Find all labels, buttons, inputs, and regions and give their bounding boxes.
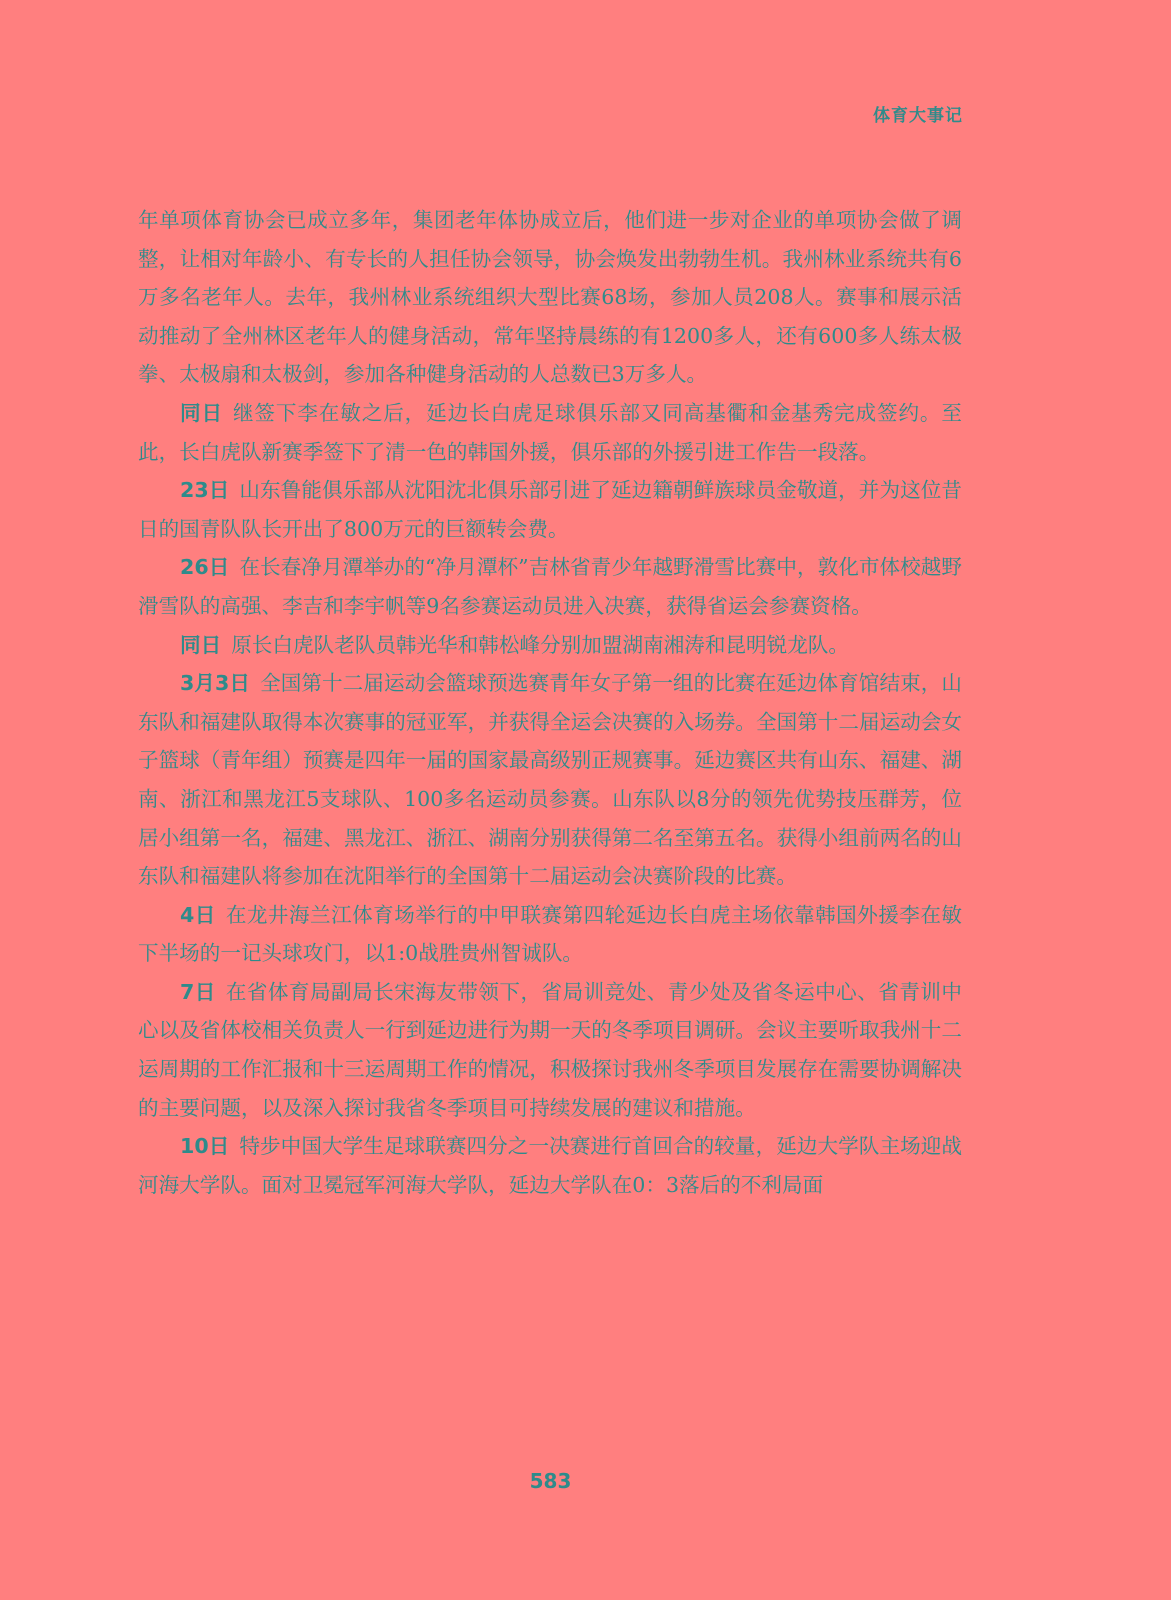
entry-date: 4日	[180, 902, 216, 927]
paragraph-text: 原长白虎队老队员韩光华和韩松峰分别加盟湖南湘涛和昆明锐龙队。	[231, 632, 849, 657]
paragraph-text: 继签下李在敏之后，延边长白虎足球俱乐部又同高基衢和金基秀完成签约。至此，长白虎队新赛季签下了清一色的韩国外援，俱乐部的外援引进工作告一段落。	[138, 400, 962, 464]
paragraph-text: 在龙井海兰江体育场举行的中甲联赛第四轮延边长白虎主场依靠韩国外援李在敏下半场的一记头球攻门，以1:0战胜贵州智诚队。	[138, 902, 962, 966]
paragraph-entry	[138, 973, 962, 1127]
paragraph-entry	[138, 394, 962, 471]
entry-date: 同日	[180, 632, 222, 657]
page-number: 583	[529, 1469, 572, 1493]
paragraph-entry	[138, 664, 962, 896]
paragraph-text: 在长春净月潭举办的“净月潭杯”吉林省青少年越野滑雪比赛中，敦化市体校越野滑雪队的高强、李吉和李宇帆等9名参赛运动员进入决赛，获得省运会参赛资格。	[138, 555, 962, 618]
paragraph-continuation	[138, 201, 962, 394]
paragraph-text: 全国第十二届运动会篮球预选赛青年女子第一组的比赛在延边体育馆结束，山东队和福建队取得本次赛事的冠亚军，并获得全运会决赛的入场券。全国第十二届运动会女子篮球（青年组）预赛是四年一届的国家最高级别正规赛事。延边赛区共有山东、福建、湖南、浙江和黑龙江5支球队、100多名运动员参赛。山东队以8分的领先优势技压群芳，位居小组第一名，福建、黑龙江、浙江、湖南分别获得第二名至第五名。获得小组前两名的山东队和福建队将参加在沈阳举行的全国第十二届运动会决赛阶段的比赛。	[138, 671, 962, 889]
entry-date: 3月3日	[180, 671, 251, 696]
paragraph-entry	[138, 896, 962, 973]
paragraph-entry	[138, 626, 962, 665]
paragraph-entry	[138, 548, 962, 625]
entry-date: 同日	[180, 400, 223, 425]
body-text	[138, 201, 962, 1204]
entry-date: 7日	[180, 979, 216, 1004]
running-header: 体育大事记	[873, 106, 963, 126]
paragraph-entry	[138, 471, 962, 548]
paragraph-text: 在省体育局副局长宋海友带领下，省局训竞处、青少处及省冬运中心、省青训中心以及省体校相关负责人一行到延边进行为期一天的冬季项目调研。会议主要听取我州十二运周期的工作汇报和十三运周期工作的情况，积极探讨我州冬季项目发展存在需要协调解决的主要问题，以及深入探讨我省冬季项目可持续发展的建议和措施。	[138, 979, 962, 1120]
entry-date: 26日	[180, 555, 230, 580]
paragraph-entry	[138, 1127, 962, 1204]
entry-date: 23日	[180, 478, 230, 503]
entry-date: 10日	[180, 1134, 230, 1159]
paragraph-text: 山东鲁能俱乐部从沈阳沈北俱乐部引进了延边籍朝鲜族球员金敬道，并为这位昔日的国青队队长开出了800万元的巨额转会费。	[138, 478, 962, 541]
paragraph-text: 年单项体育协会已成立多年，集团老年体协成立后，他们进一步对企业的单项协会做了调整，让相对年龄小、有专长的人担任协会领导，协会焕发出勃勃生机。我州林业系统共有6万多名老年人。去年，我州林业系统组织大型比赛68场，参加人员208人。赛事和展示活动推动了全州林区老年人的健身活动，常年坚持晨练的有1200多人，还有600多人练太极拳、太极扇和太极剑，参加各种健身活动的人总数已3万多人。	[138, 208, 962, 387]
paragraph-text: 特步中国大学生足球联赛四分之一决赛进行首回合的较量，延边大学队主场迎战河海大学队。面对卫冕冠军河海大学队，延边大学队在0：3落后的不利局面	[138, 1134, 962, 1197]
